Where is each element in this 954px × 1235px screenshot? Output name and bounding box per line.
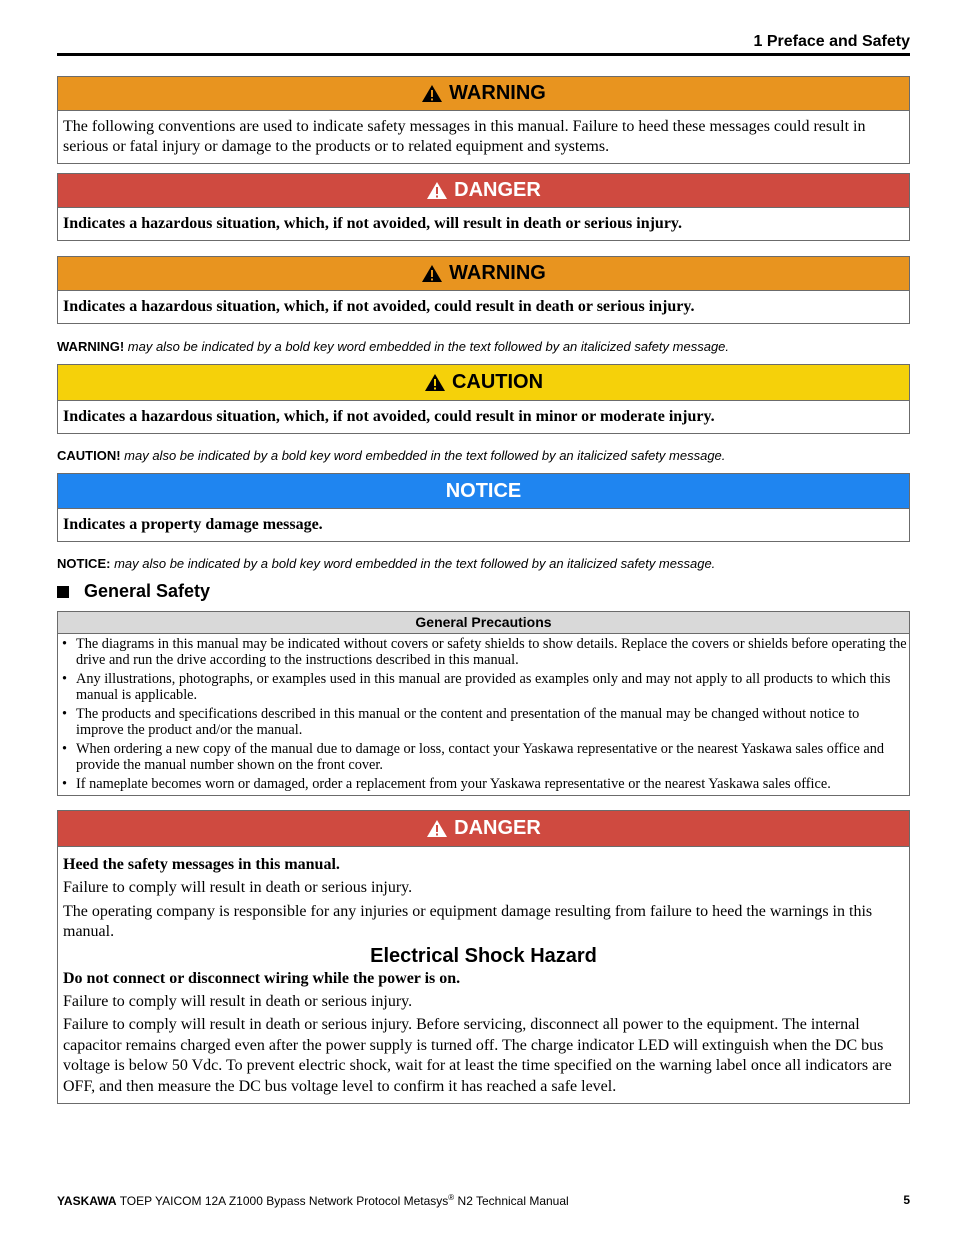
- registered-mark: ®: [448, 1193, 455, 1202]
- notice-note: [57, 556, 917, 571]
- danger-paragraph: Failure to comply will result in death or serious injury.: [63, 992, 413, 1010]
- note-key: WARNING!: [57, 339, 125, 354]
- notice-bar: [58, 474, 909, 509]
- caution-icon: [424, 373, 446, 392]
- danger-label: DANGER: [454, 817, 541, 839]
- footer-manual-title-end: N2 Technical Manual: [454, 1194, 569, 1208]
- warning-label: WARNING: [449, 82, 546, 104]
- danger-icon: [426, 181, 448, 200]
- list-item: • If nameplate becomes worn or damaged, order a replacement from your Yaskawa representative or the nearest Yaskawa sales office.: [58, 777, 909, 793]
- danger-box: [57, 173, 910, 241]
- page-header: 1 Preface and Safety: [753, 33, 910, 50]
- footer-manual-title: TOEP YAICOM 12A Z1000 Bypass Network Protocol Metasys: [116, 1194, 449, 1208]
- warning-note: [57, 339, 917, 354]
- warning-bar: [58, 77, 909, 111]
- page-number: 5: [903, 1193, 910, 1207]
- list-item: • The diagrams in this manual may be indicated without covers or safety shields to show details. Replace the covers or shields before operating the drive and run the drive according to the instructions described in this manual.: [58, 637, 909, 668]
- header-rule: [57, 53, 910, 56]
- danger-paragraph: Failure to comply will result in death or serious injury. Before servicing, disconnect all power to the equipment. The internal capacitor remains charged even after the power supply is turned off. The charge indicator LED will extinguish when the DC bus voltage is below 50 Vdc. To prevent electric shock, wait for at least the time specified on the warning label once all indicators are OFF, and then measure the DC bus voltage level to confirm it has reached a safe level.: [63, 1016, 892, 1095]
- note-text: may also be indicated by a bold key word embedded in the text followed by an italicized safety message.: [124, 339, 730, 354]
- footer-brand: YASKAWA: [57, 1194, 117, 1208]
- caution-box: [57, 364, 910, 434]
- intro-warning-text: The following conventions are used to indicate safety messages in this manual. Failure to heed these messages could result in serious or fatal injury or damage to the products or to related equipment and systems.: [63, 118, 866, 155]
- section-title: [57, 581, 210, 602]
- page-footer: [57, 1193, 910, 1208]
- warning-box: [57, 256, 910, 324]
- note-text: may also be indicated by a bold key word embedded in the text followed by an italicized safety message.: [110, 556, 716, 571]
- caution-note: [57, 448, 917, 463]
- list-item: • The products and specifications described in this manual or the content and presentation of the manual may be changed without notice to improve the product and/or the manual.: [58, 707, 909, 738]
- danger-body: [58, 847, 909, 1103]
- danger-heading: Heed the safety messages in this manual.: [63, 856, 340, 873]
- note-text: may also be indicated by a bold key word embedded in the text followed by an italicized safety message.: [120, 448, 726, 463]
- section-title-text: General Safety: [84, 581, 211, 601]
- danger-icon: [426, 819, 448, 838]
- notice-box: [57, 473, 910, 542]
- warning-text: Indicates a hazardous situation, which, if not avoided, could result in death or serious injury.: [63, 298, 695, 315]
- section-square-icon: [57, 586, 69, 598]
- notice-label: NOTICE: [445, 479, 522, 502]
- caution-label: CAUTION: [451, 371, 544, 393]
- notice-text: Indicates a property damage message.: [63, 516, 323, 533]
- warning-label: WARNING: [449, 262, 546, 284]
- precautions-header: General Precautions: [58, 612, 909, 634]
- list-item: • When ordering a new copy of the manual due to damage or loss, contact your Yaskawa representative or the nearest Yaskawa sales office and provide the manual number shown on the front cover.: [58, 742, 909, 773]
- intro-warning-box: [57, 76, 910, 164]
- danger-paragraph: The operating company is responsible for any injuries or equipment damage resulting from failure to heed the warnings in this manual.: [63, 902, 873, 940]
- caution-text: Indicates a hazardous situation, which, if not avoided, could result in minor or moderate injury.: [63, 408, 715, 425]
- caution-bar: [58, 365, 909, 401]
- precautions-list: [58, 634, 909, 795]
- danger-shock-box: [57, 810, 910, 1104]
- note-key: CAUTION!: [57, 448, 121, 463]
- danger-text: Indicates a hazardous situation, which, if not avoided, will result in death or serious injury.: [63, 215, 683, 232]
- warning-icon: [421, 84, 443, 103]
- list-item: • Any illustrations, photographs, or examples used in this manual are provided as examples only and may not apply to all products to which this manual is applicable.: [58, 672, 909, 703]
- footer-title: [57, 1193, 569, 1208]
- danger-label: DANGER: [454, 179, 541, 201]
- danger-heading: Do not connect or disconnect wiring while the power is on.: [63, 969, 461, 987]
- danger-paragraph: Failure to comply will result in death or serious injury.: [63, 879, 413, 896]
- warning-bar: [58, 257, 909, 291]
- precautions-table: [57, 611, 910, 796]
- danger-bar: [58, 811, 909, 847]
- danger-bar: [58, 174, 909, 208]
- hazard-subheading: Electrical Shock Hazard: [370, 944, 597, 967]
- warning-icon: [421, 264, 443, 283]
- note-key: NOTICE:: [57, 556, 111, 571]
